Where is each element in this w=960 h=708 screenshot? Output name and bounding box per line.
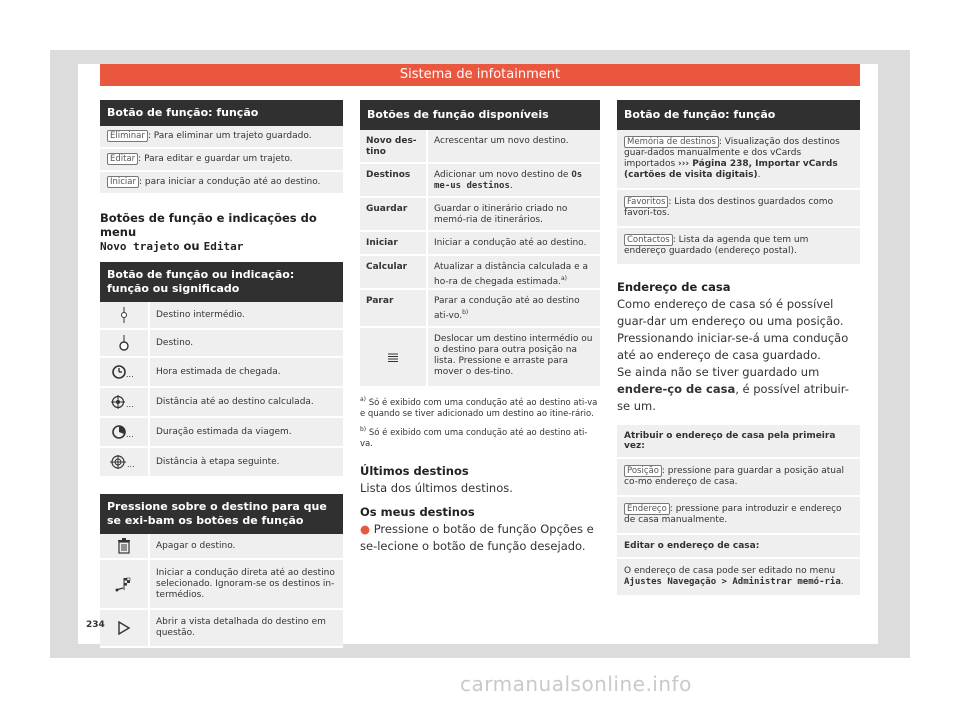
row-text-post: . (840, 577, 844, 587)
row-key: Iniciar (366, 238, 398, 248)
footnote-ref: a) (560, 275, 567, 282)
table-row (360, 232, 600, 256)
row-text: Apagar o destino. (148, 534, 343, 558)
svg-text:...: ... (126, 400, 134, 409)
row-value (426, 290, 600, 326)
direct-drive-icon (100, 560, 148, 608)
row-value-text: Parar a condução até ao destino ati-vo. (434, 296, 580, 321)
section-heading (100, 211, 343, 254)
svg-text:...: ... (127, 460, 135, 469)
table-row (617, 497, 860, 535)
row-text: : Visualização dos destinos guar-dados manualmente e dos vCards importados (624, 137, 840, 169)
menu-code: Os me-us destinos (434, 170, 583, 191)
row-text: : pressione para introduzir e endereço de casa manualmente. (624, 504, 842, 525)
row-text: Abrir a vista detalhada do destino em questão. (148, 610, 343, 646)
svg-text:...: ... (126, 370, 134, 379)
table-row (100, 126, 343, 149)
column-3 (617, 100, 860, 597)
row-value (426, 164, 600, 196)
table-row (100, 448, 343, 478)
section-heading: Os meus destinos (360, 504, 475, 519)
paragraph-text-post: , é possível atribuir-se um. (617, 382, 849, 413)
table-row (360, 198, 600, 232)
footnote (360, 424, 600, 450)
row-text: Destino intermédio. (148, 302, 343, 328)
menu-code-2: Editar (203, 240, 244, 253)
row-value: Iniciar a condução até ao destino. (426, 232, 600, 254)
row-key: Guardar (366, 204, 408, 214)
table-row (100, 418, 343, 448)
table-row (100, 330, 343, 358)
section-heading-text: Botões de função e indicações do menu (100, 211, 317, 239)
column-2 (360, 100, 600, 555)
footnote (360, 394, 600, 420)
table-heading: Botão de função: função (617, 100, 860, 130)
menu-code-1: Novo trajeto (100, 240, 180, 253)
row-value-post: . (509, 181, 513, 191)
table-heading: Pressione sobre o destino para que se exi-bam os botões de função (100, 494, 343, 534)
row-key: Destinos (366, 170, 411, 180)
paragraph: Lista dos últimos destinos. (360, 480, 513, 495)
table-row (360, 256, 600, 290)
paragraph-text: Se ainda não se tiver guardado um (617, 365, 820, 379)
row-text: : para iniciar a condução até ao destino. (139, 177, 321, 187)
clock-icon (100, 358, 148, 386)
table-row (100, 172, 343, 195)
footnote-mark: b) (360, 425, 367, 433)
table-row (360, 290, 600, 328)
page-number: 234 (86, 620, 105, 630)
row-text-post: . (757, 170, 761, 180)
page-reference-link[interactable]: ››› Página 238, Importar vCards (cartões de visita digitais) (624, 159, 838, 180)
page-header: Sistema de infotainment (100, 64, 860, 86)
row-key: Calcular (366, 262, 408, 272)
table-row (100, 610, 343, 648)
row-value-text: Atualizar a distância calculada e a ho-ra de chegada estimada. (434, 262, 589, 287)
bullet: ● (360, 521, 371, 536)
footnote-ref: b) (462, 309, 469, 316)
section-heading-ou: ou (179, 239, 204, 253)
table-row (100, 149, 343, 172)
section-heading: Últimos destinos (360, 463, 469, 478)
drag-handle-icon (360, 328, 426, 386)
table-row (100, 534, 343, 560)
row-text: Distância à etapa seguinte. (148, 448, 343, 476)
row-text: : Lista dos destinos guardados como favori-tos. (624, 197, 834, 218)
posicao-button-label: Posição (624, 465, 662, 477)
duration-icon (100, 418, 148, 446)
row-text: : pressione para guardar a posição atual co-mo endereço de casa. (624, 466, 844, 487)
row-value: Deslocar um destino intermédio ou o destino para outra posição na lista. Pressione e arraste para mover o des-tino. (426, 328, 600, 386)
distance-icon (100, 388, 148, 416)
svg-text:...: ... (126, 430, 134, 439)
row-text: : Lista da agenda que tem um endereço guardado (endereço postal). (624, 235, 809, 256)
destination-icon (100, 330, 148, 356)
table-heading: Botão de função: função (100, 100, 343, 126)
row-text: Distância até ao destino calculada. (148, 388, 343, 416)
paragraph (360, 521, 600, 555)
row-value (426, 256, 600, 288)
paragraph-text: Pressione o botão de função Opções e se-lecione o botão de função desejado. (360, 521, 594, 553)
paragraph (617, 364, 860, 415)
row-text: Iniciar a condução direta até ao destino selecionado. Ignoram-se os destinos in-termédios. (148, 560, 343, 608)
footnote-text: Só é exibido com uma condução até ao destino ati-va. (360, 427, 588, 449)
row-text: Duração estimada da viagem. (148, 418, 343, 446)
waypoint-icon (100, 302, 148, 328)
table-row (100, 388, 343, 418)
paragraph: Pressionando iniciar-se-á uma condução até ao endereço de casa guardado. (617, 331, 849, 362)
iniciar-button-label: Iniciar (107, 176, 139, 188)
table-row (360, 328, 600, 388)
row-value: Guardar o itinerário criado no memó-ria de itinerários. (426, 198, 600, 230)
table-row (617, 559, 860, 597)
row-key: Novo des-tino (366, 136, 417, 157)
row-text: Hora estimada de chegada. (148, 358, 343, 386)
table-row (100, 358, 343, 388)
table-row (617, 190, 860, 228)
watermark: carmanualsonline.info (460, 672, 692, 696)
contactos-button-label: Contactos (624, 234, 673, 246)
row-text: Destino. (148, 330, 343, 356)
table-row (360, 164, 600, 198)
home-address-table (617, 425, 860, 597)
play-icon (100, 610, 148, 646)
memoria-button-label: Memória de destinos (624, 136, 719, 148)
table-heading: Botões de função disponíveis (360, 100, 600, 130)
menu-code: Ajustes Navegação > Administrar memó-ria (624, 577, 841, 587)
endereco-button-label: Endereço (624, 503, 670, 515)
row-value-pre: Adicionar um novo destino de (434, 170, 572, 180)
table-row (617, 228, 860, 266)
footnote-text: Só é exibido com uma condução até ao destino ati-va e quando se tiver adicionado um destino ao itine-rário. (360, 397, 598, 419)
paragraph-bold: endere-ço de casa (617, 382, 736, 396)
table-row (100, 302, 343, 330)
table-heading: Botão de função ou indicação: função ou significado (100, 262, 343, 302)
eliminar-button-label: Eliminar (107, 130, 148, 142)
trash-icon (100, 534, 148, 558)
row-text: : Para eliminar um trajeto guardado. (147, 131, 312, 141)
paragraph: Como endereço de casa só é possível guar-dar um endereço ou uma posição. (617, 297, 844, 328)
table-subheading: Atribuir o endereço de casa pela primeira vez: (617, 425, 860, 459)
footnote-mark: a) (360, 396, 367, 403)
table-row (617, 130, 860, 190)
table-subheading: Editar o endereço de casa: (617, 535, 860, 559)
editar-button-label: Editar (107, 153, 138, 165)
row-text: O endereço de casa pode ser editado no menu (624, 566, 836, 576)
section-heading: Endereço de casa (617, 280, 731, 294)
row-key: Parar (366, 296, 394, 306)
row-value: Acrescentar um novo destino. (426, 130, 600, 162)
table-row (360, 130, 600, 164)
column-1 (100, 100, 343, 648)
stage-distance-icon (100, 448, 148, 476)
row-text: : Para editar e guardar um trajeto. (138, 154, 293, 164)
favoritos-button-label: Favoritos (624, 196, 668, 208)
table-row (100, 560, 343, 610)
table-row (617, 459, 860, 497)
